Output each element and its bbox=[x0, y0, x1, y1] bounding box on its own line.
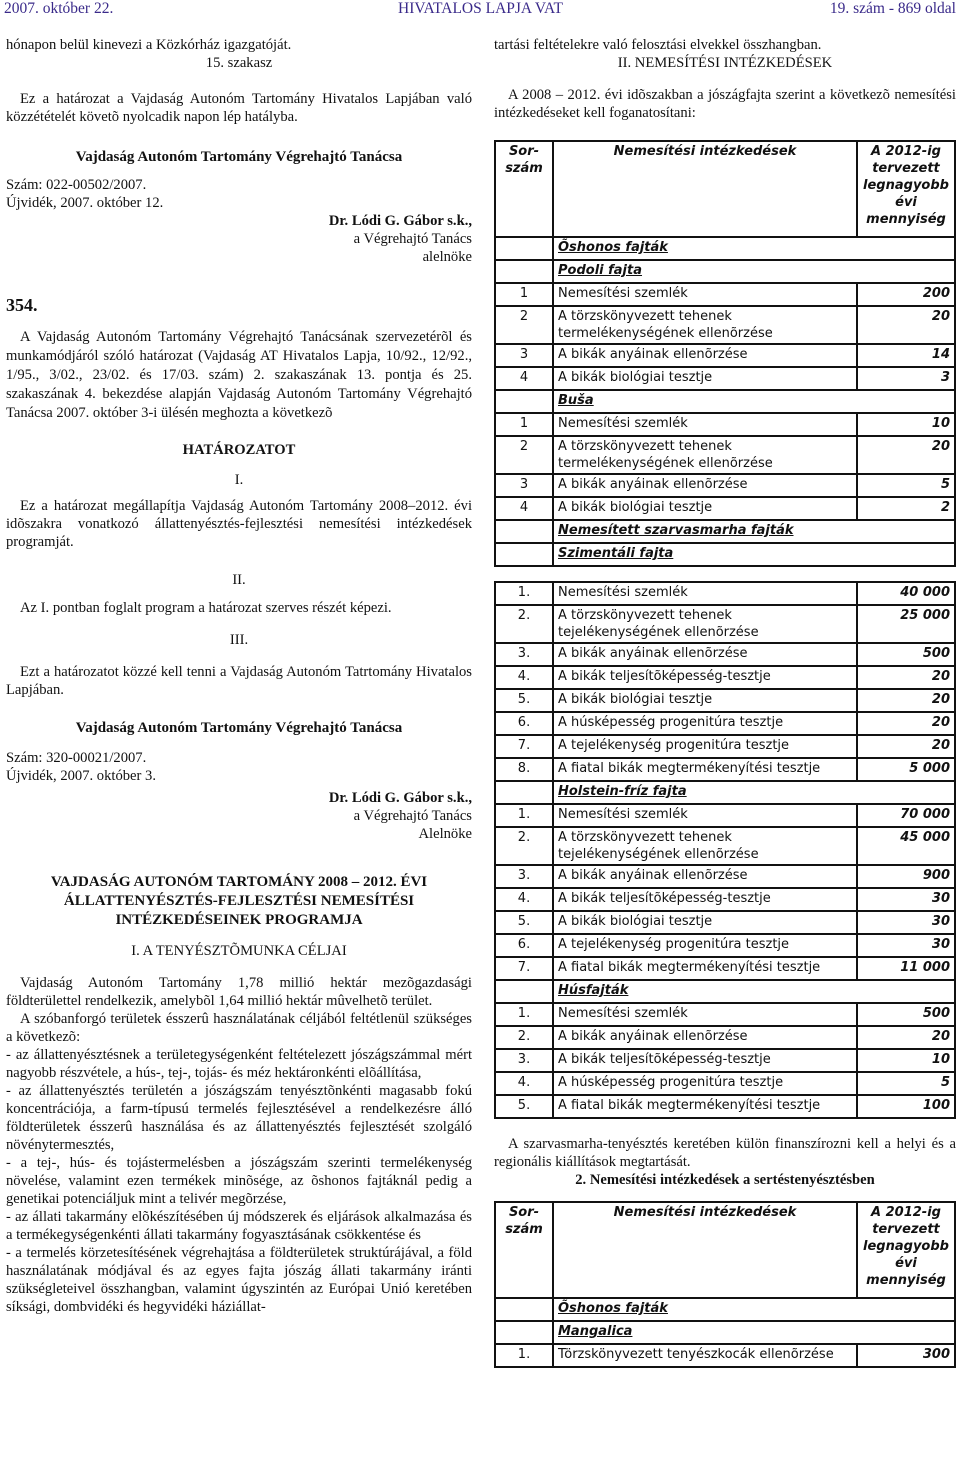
row-number: 1 bbox=[495, 413, 553, 436]
row-number: 7. bbox=[495, 735, 553, 758]
row-measure: Nemesítési szemlék bbox=[553, 582, 857, 605]
table-group-label: Õshonos fajták bbox=[553, 237, 955, 260]
row-number: 7. bbox=[495, 957, 553, 980]
row-number: 4. bbox=[495, 666, 553, 689]
row-number: 4 bbox=[495, 497, 553, 520]
header-date: 2007. október 22. bbox=[4, 0, 114, 17]
table-row bbox=[495, 413, 955, 436]
row-number: 1. bbox=[495, 1344, 553, 1367]
article-number: III. bbox=[229, 632, 249, 648]
row-measure: A törzskönyvezett tehenek tejelékenységének ellenõrzése bbox=[553, 605, 857, 643]
row-value: 20 bbox=[857, 1026, 955, 1049]
subsection-heading: 2. Nemesítési intézkedések a sertéstenyésztésben bbox=[575, 1172, 875, 1188]
table-group-label: Húsfajták bbox=[553, 980, 955, 1003]
row-measure: Nemesítési szemlék bbox=[553, 413, 857, 436]
row-number: 1. bbox=[495, 1003, 553, 1026]
table-cell bbox=[495, 260, 553, 283]
place-date: Újvidék, 2007. október 12. bbox=[6, 195, 164, 211]
row-measure: Nemesítési szemlék bbox=[553, 804, 857, 827]
table-row bbox=[495, 888, 955, 911]
header-serial: Sor-szám bbox=[495, 141, 553, 237]
row-number: 2 bbox=[495, 306, 553, 344]
row-measure: A bikák teljesítõképesség-tesztje bbox=[553, 1049, 857, 1072]
header-measure: Nemesítési intézkedések bbox=[553, 1202, 857, 1298]
signatory-role: a Végrehajtó Tanács bbox=[353, 231, 472, 247]
table-group-row bbox=[495, 390, 955, 413]
table-group-label: Buša bbox=[553, 390, 955, 413]
row-number: 5. bbox=[495, 1095, 553, 1118]
row-measure: A törzskönyvezett tehenek termelékenységének ellenõrzése bbox=[553, 306, 857, 344]
table-row bbox=[495, 934, 955, 957]
row-value: 11 000 bbox=[857, 957, 955, 980]
article-number: II. bbox=[232, 572, 246, 588]
table-cell bbox=[495, 390, 553, 413]
paragraph: Ez a határozat a Vajdaság Autonóm Tartomány Hivatalos Lapjában való közzétételét követõ nyolcadik napon lép hatályba. bbox=[6, 91, 472, 125]
row-number: 4 bbox=[495, 367, 553, 390]
row-value: 70 000 bbox=[857, 804, 955, 827]
row-value: 100 bbox=[857, 1095, 955, 1118]
paragraph: A szóbanforgó területek ésszerû használatának céljából feltétlenül szükséges a következõ: bbox=[6, 1011, 472, 1045]
intro-line: tartási feltételekre való felosztási elvekkel összhangban. bbox=[494, 37, 822, 53]
intro-line: hónapon belül kinevezi a Közkórház igazgatóját. bbox=[6, 37, 292, 53]
table-group-label: Nemesített szarvasmarha fajták bbox=[553, 520, 955, 543]
table-row bbox=[495, 605, 955, 643]
bullet-item: - az állattenyésztésnek a területegységenként feltételezett jószágszámmal mért nagyobb részvétele, a hús-, tej-, tojás- és méz hektáronkénti elõállítása, bbox=[6, 1047, 472, 1081]
row-number: 1. bbox=[495, 804, 553, 827]
row-number: 3. bbox=[495, 1049, 553, 1072]
table-cell bbox=[495, 1298, 553, 1321]
row-number: 6. bbox=[495, 712, 553, 735]
row-measure: A bikák anyáinak ellenõrzése bbox=[553, 865, 857, 888]
article-text: Ezt a határozatot közzé kell tenni a Vajdaság Autonóm Tatrtomány Hivatalos Lapjában. bbox=[6, 664, 472, 698]
table-row bbox=[495, 827, 955, 865]
row-value: 3 bbox=[857, 367, 955, 390]
signatory-name: Dr. Lódi G. Gábor s.k., bbox=[328, 790, 472, 806]
table-row bbox=[495, 735, 955, 758]
table-row bbox=[495, 1026, 955, 1049]
row-value: 2 bbox=[857, 497, 955, 520]
row-measure: A bikák biológiai tesztje bbox=[553, 689, 857, 712]
table-row bbox=[495, 911, 955, 934]
row-value: 500 bbox=[857, 643, 955, 666]
table-row bbox=[495, 865, 955, 888]
row-number: 3 bbox=[495, 474, 553, 497]
table-row bbox=[495, 643, 955, 666]
table-row bbox=[495, 306, 955, 344]
row-number: 2. bbox=[495, 827, 553, 865]
bullet-item: - az állattenyésztés területén a jószágszám tenyésztõnkénti magasabb fokú koncentrációja, a farm-típusú termelés fejlesztésével a rendelkezésre álló földterületek ésszerû használása és az állattenyésztés fejlesztését szolgáló növénytermesztés, bbox=[6, 1083, 472, 1153]
measures-table-1 bbox=[494, 140, 956, 567]
signatory-title: alelnöke bbox=[422, 249, 472, 265]
row-value: 900 bbox=[857, 865, 955, 888]
decision-heading: HATÁROZATOT bbox=[182, 442, 296, 458]
header-value: A 2012-ig tervezett legnagyobb évi mennyiség bbox=[857, 1202, 955, 1298]
left-column bbox=[6, 36, 472, 1316]
row-measure: A bikák biológiai tesztje bbox=[553, 911, 857, 934]
row-number: 1. bbox=[495, 582, 553, 605]
table-row bbox=[495, 436, 955, 474]
row-measure: A fiatal bikák megtermékenyítési tesztje bbox=[553, 957, 857, 980]
page-header bbox=[0, 0, 960, 20]
reference-number: Szám: 022-00502/2007. bbox=[6, 177, 147, 193]
signatory-name: Dr. Lódi G. Gábor s.k., bbox=[328, 213, 472, 229]
row-measure: A bikák teljesítõképesség-tesztje bbox=[553, 666, 857, 689]
table-group-row bbox=[495, 1321, 955, 1344]
signatory-role: a Végrehajtó Tanács bbox=[353, 808, 472, 824]
note-paragraph: A szarvasmarha-tenyésztés keretében külön finanszírozni kell a helyi és a regionális kiállítások megtartását. bbox=[494, 1136, 956, 1170]
table-row bbox=[495, 804, 955, 827]
row-value: 40 000 bbox=[857, 582, 955, 605]
row-value: 5 000 bbox=[857, 758, 955, 781]
right-column bbox=[494, 36, 956, 1368]
table-group-label: Mangalica bbox=[553, 1321, 955, 1344]
row-number: 3 bbox=[495, 344, 553, 367]
council-name: Vajdaság Autonóm Tartomány Végrehajtó Tanácsa bbox=[75, 149, 403, 165]
council-name: Vajdaság Autonóm Tartomány Végrehajtó Tanácsa bbox=[75, 720, 403, 736]
table-row bbox=[495, 367, 955, 390]
row-value: 20 bbox=[857, 712, 955, 735]
table-cell bbox=[495, 980, 553, 1003]
row-value: 30 bbox=[857, 911, 955, 934]
table-row bbox=[495, 666, 955, 689]
article-text: Ez a határozat megállapítja Vajdaság Autonóm Tartomány 2008–2012. évi idõszakra vonatkozó állattenyésztés-fejlesztési nemesítési intézkedések programját. bbox=[6, 498, 472, 550]
header-value: A 2012-ig tervezett legnagyobb évi mennyiség bbox=[857, 141, 955, 237]
article-number: I. bbox=[234, 472, 244, 488]
row-number: 1 bbox=[495, 283, 553, 306]
paragraph: A 2008 – 2012. évi idõszakban a jószágfajta szerint a következõ nemesítési intézkedéseket kell foganatosítani: bbox=[494, 87, 956, 121]
table-group-label: Szimentáli fajta bbox=[553, 543, 955, 566]
table-header-row bbox=[495, 1202, 955, 1298]
place-date: Újvidék, 2007. október 3. bbox=[6, 768, 156, 784]
row-measure: A fiatal bikák megtermékenyítési tesztje bbox=[553, 1095, 857, 1118]
table-group-row bbox=[495, 520, 955, 543]
table-row bbox=[495, 497, 955, 520]
table-header-row bbox=[495, 141, 955, 237]
row-value: 500 bbox=[857, 1003, 955, 1026]
table-row bbox=[495, 1003, 955, 1026]
row-measure: A törzskönyvezett tehenek tejelékenységének ellenõrzése bbox=[553, 827, 857, 865]
table-row bbox=[495, 582, 955, 605]
row-value: 20 bbox=[857, 735, 955, 758]
row-number: 2. bbox=[495, 1026, 553, 1049]
bullet-item: - a tej-, hús- és tojástermelésben a jószágszám szerinti termelékenység növelése, valamint ezen termékek minõsége, az õshonos fajtáknál pedig a genetikai potenciáljuk mint a telivér megõrzése, bbox=[6, 1155, 472, 1207]
table-group-row bbox=[495, 1298, 955, 1321]
section-heading: 15. szakasz bbox=[205, 55, 273, 71]
signatory-title: Alelnöke bbox=[418, 826, 472, 842]
row-value: 300 bbox=[857, 1344, 955, 1367]
table-cell bbox=[495, 237, 553, 260]
table-cell bbox=[495, 520, 553, 543]
row-number: 2. bbox=[495, 605, 553, 643]
row-number: 4. bbox=[495, 1072, 553, 1095]
row-value: 30 bbox=[857, 888, 955, 911]
row-number: 4. bbox=[495, 888, 553, 911]
row-number: 6. bbox=[495, 934, 553, 957]
row-number: 8. bbox=[495, 758, 553, 781]
table-group-label: Podoli fajta bbox=[553, 260, 955, 283]
row-number: 3. bbox=[495, 865, 553, 888]
table-row bbox=[495, 474, 955, 497]
row-value: 20 bbox=[857, 666, 955, 689]
header-page: 19. szám - 869 oldal bbox=[829, 0, 956, 17]
table-row bbox=[495, 1049, 955, 1072]
table-row bbox=[495, 758, 955, 781]
table-row bbox=[495, 344, 955, 367]
row-measure: A bikák anyáinak ellenõrzése bbox=[553, 643, 857, 666]
row-measure: A tejelékenység progenitúra tesztje bbox=[553, 735, 857, 758]
row-measure: A húsképesség progenitúra tesztje bbox=[553, 1072, 857, 1095]
row-value: 5 bbox=[857, 1072, 955, 1095]
row-measure: A bikák anyáinak ellenõrzése bbox=[553, 474, 857, 497]
table-row bbox=[495, 1344, 955, 1367]
table-cell bbox=[495, 543, 553, 566]
table-group-row bbox=[495, 781, 955, 804]
row-value: 45 000 bbox=[857, 827, 955, 865]
row-number: 2 bbox=[495, 436, 553, 474]
row-value: 20 bbox=[857, 306, 955, 344]
table-cell bbox=[495, 781, 553, 804]
row-measure: Nemesítési szemlék bbox=[553, 1003, 857, 1026]
table-group-label: Holstein-fríz fajta bbox=[553, 781, 955, 804]
paragraph: Vajdaság Autonóm Tartomány 1,78 millió hektár mezõgazdasági földterülettel rendelkezik, amelybõl 1,64 millió hektár mûvelhetõ terület. bbox=[6, 975, 472, 1009]
program-title: VAJDASÁG AUTONÓM TARTOMÁNY 2008 – 2012. ÉVI ÁLLATTENYÉSZTÉS-FEJLESZTÉSI NEMESÍTÉSI INTÉZKEDÉSEINEK PROGRAMJA bbox=[50, 874, 428, 928]
row-number: 3. bbox=[495, 643, 553, 666]
article-text: Az I. pontban foglalt program a határozat szerves részét képezi. bbox=[20, 600, 392, 616]
table-group-row bbox=[495, 543, 955, 566]
row-measure: A bikák anyáinak ellenõrzése bbox=[553, 344, 857, 367]
row-number: 5. bbox=[495, 689, 553, 712]
row-value: 10 bbox=[857, 413, 955, 436]
preamble: A Vajdaság Autonóm Tartomány Végrehajtó Tanácsának szervezetérõl és munkamódjáról szóló határozat (Vajdaság AT Hivatalos Lapja, 10/92., 12/92., 1/95., 3/02., 23/02. és 17/03. szám) 2. szakaszának 13. pontja és 25. szakaszának 4. bekezdése alapján Vajdaság Autonóm Tartomány Végrehajtó Tanácsa 2007. október 3-i ülésén meghozta a következõ bbox=[6, 329, 472, 421]
row-value: 20 bbox=[857, 436, 955, 474]
reference-number: Szám: 320-00021/2007. bbox=[6, 750, 147, 766]
row-number: 5. bbox=[495, 911, 553, 934]
table-row bbox=[495, 1072, 955, 1095]
bullet-item: - a termelés körzetesítésének végrehajtása a földterületek struktúrájával, a föld használatának módjával és az egyes fajta jószág állati takarmány iránti szükségleteivel összhangban, valamint úgyszintén az Európai Unió keretében síksági, dombvidéki és hegyvidéki háziállat- bbox=[6, 1245, 472, 1315]
header-journal: HIVATALOS LAPJA VAT bbox=[398, 0, 563, 17]
row-value: 14 bbox=[857, 344, 955, 367]
row-measure: Nemesítési szemlék bbox=[553, 283, 857, 306]
table-row bbox=[495, 957, 955, 980]
document-number: 354. bbox=[6, 295, 38, 315]
row-measure: A tejelékenység progenitúra tesztje bbox=[553, 934, 857, 957]
table-group-row bbox=[495, 260, 955, 283]
table-group-row bbox=[495, 980, 955, 1003]
row-measure: Törzskönyvezett tenyészkocák ellenõrzése bbox=[553, 1344, 857, 1367]
row-measure: A törzskönyvezett tehenek termelékenységének ellenõrzése bbox=[553, 436, 857, 474]
row-measure: A bikák teljesítõképesség-tesztje bbox=[553, 888, 857, 911]
header-measure: Nemesítési intézkedések bbox=[553, 141, 857, 237]
bullet-item: - az állati takarmány elõkészítésében új módszerek és eljárások alkalmazása és a termékegységenkénti állati takarmány fogyasztásának csökkentése és bbox=[6, 1209, 472, 1243]
row-value: 30 bbox=[857, 934, 955, 957]
row-value: 10 bbox=[857, 1049, 955, 1072]
chapter-heading: II. NEMESÍTÉSI INTÉZKEDÉSEK bbox=[617, 55, 833, 71]
table-cell bbox=[495, 1321, 553, 1344]
chapter-heading: I. A TENYÉSZTÕMUNKA CÉLJAI bbox=[131, 943, 347, 959]
row-value: 200 bbox=[857, 283, 955, 306]
table-row bbox=[495, 712, 955, 735]
table-group-row bbox=[495, 237, 955, 260]
row-measure: A fiatal bikák megtermékenyítési tesztje bbox=[553, 758, 857, 781]
table-group-label: Õshonos fajták bbox=[553, 1298, 955, 1321]
row-value: 5 bbox=[857, 474, 955, 497]
table-row bbox=[495, 283, 955, 306]
row-measure: A húsképesség progenitúra tesztje bbox=[553, 712, 857, 735]
table-row bbox=[495, 689, 955, 712]
row-value: 20 bbox=[857, 689, 955, 712]
row-measure: A bikák biológiai tesztje bbox=[553, 367, 857, 390]
row-measure: A bikák anyáinak ellenõrzése bbox=[553, 1026, 857, 1049]
measures-table-3 bbox=[494, 1201, 956, 1368]
row-value: 25 000 bbox=[857, 605, 955, 643]
row-measure: A bikák biológiai tesztje bbox=[553, 497, 857, 520]
measures-table-2 bbox=[494, 581, 956, 1119]
table-row bbox=[495, 1095, 955, 1118]
header-serial: Sor-szám bbox=[495, 1202, 553, 1298]
